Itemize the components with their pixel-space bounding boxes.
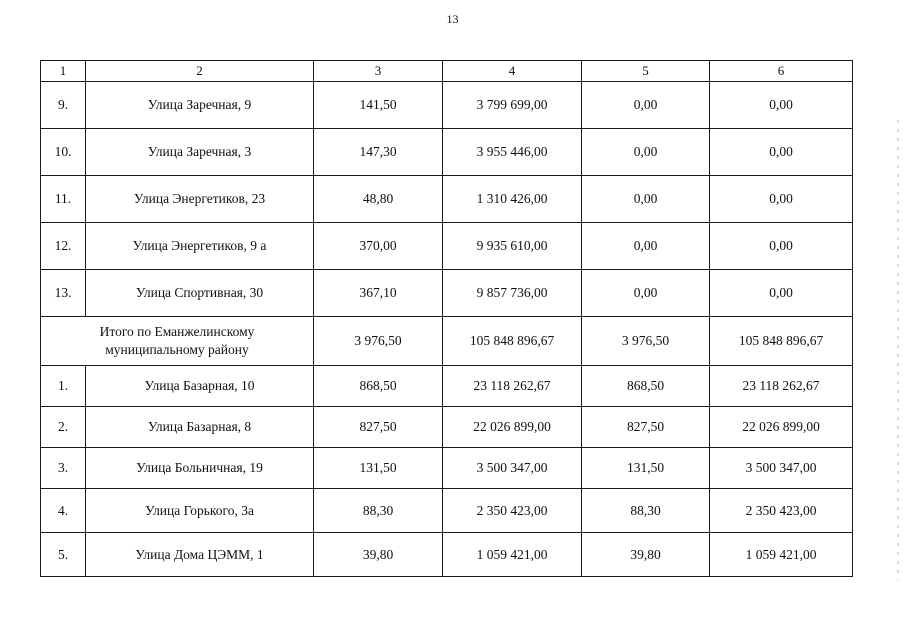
value-cell: 0,00 <box>710 176 853 223</box>
value-cell: 827,50 <box>314 407 443 448</box>
total-label-line2: муниципальному району <box>105 342 249 357</box>
table-row <box>41 407 853 448</box>
address-cell: Улица Заречная, 9 <box>86 82 314 129</box>
value-cell: 2 350 423,00 <box>710 489 853 533</box>
value-cell: 0,00 <box>582 270 710 317</box>
table-row <box>41 489 853 533</box>
value-cell: 1 059 421,00 <box>710 533 853 577</box>
row-number: 4. <box>41 489 86 533</box>
total-value-cell: 105 848 896,67 <box>710 317 853 366</box>
value-cell: 0,00 <box>710 223 853 270</box>
address-cell: Улица Базарная, 10 <box>86 366 314 407</box>
value-cell: 9 857 736,00 <box>443 270 582 317</box>
value-cell: 23 118 262,67 <box>443 366 582 407</box>
value-cell: 9 935 610,00 <box>443 223 582 270</box>
value-cell: 1 059 421,00 <box>443 533 582 577</box>
value-cell: 2 350 423,00 <box>443 489 582 533</box>
column-header: 6 <box>710 61 853 82</box>
value-cell: 88,30 <box>582 489 710 533</box>
row-number: 12. <box>41 223 86 270</box>
value-cell: 868,50 <box>582 366 710 407</box>
total-value-cell: 105 848 896,67 <box>443 317 582 366</box>
scan-margin-artifact <box>897 120 899 580</box>
address-cell: Улица Дома ЦЭММ, 1 <box>86 533 314 577</box>
address-cell: Улица Базарная, 8 <box>86 407 314 448</box>
value-cell: 0,00 <box>710 129 853 176</box>
column-header: 5 <box>582 61 710 82</box>
table-row <box>41 223 853 270</box>
value-cell: 23 118 262,67 <box>710 366 853 407</box>
row-number: 9. <box>41 82 86 129</box>
total-value-cell: 3 976,50 <box>314 317 443 366</box>
page-number: 13 <box>446 12 459 26</box>
address-cell: Улица Энергетиков, 23 <box>86 176 314 223</box>
total-label <box>41 317 314 366</box>
row-number: 1. <box>41 366 86 407</box>
value-cell: 3 500 347,00 <box>443 448 582 489</box>
value-cell: 868,50 <box>314 366 443 407</box>
housing-register-table <box>40 60 853 577</box>
value-cell: 22 026 899,00 <box>710 407 853 448</box>
table-row <box>41 533 853 577</box>
value-cell: 39,80 <box>314 533 443 577</box>
value-cell: 3 799 699,00 <box>443 82 582 129</box>
total-label-line1: Итого по Еманжелинскому <box>99 324 255 339</box>
value-cell: 88,30 <box>314 489 443 533</box>
column-header: 4 <box>443 61 582 82</box>
table-row <box>41 366 853 407</box>
total-value-cell: 3 976,50 <box>582 317 710 366</box>
address-cell: Улица Горького, 3а <box>86 489 314 533</box>
value-cell: 827,50 <box>582 407 710 448</box>
value-cell: 147,30 <box>314 129 443 176</box>
value-cell: 370,00 <box>314 223 443 270</box>
value-cell: 367,10 <box>314 270 443 317</box>
table-row <box>41 270 853 317</box>
value-cell: 131,50 <box>314 448 443 489</box>
value-cell: 39,80 <box>582 533 710 577</box>
value-cell: 131,50 <box>582 448 710 489</box>
value-cell: 1 310 426,00 <box>443 176 582 223</box>
column-header: 3 <box>314 61 443 82</box>
value-cell: 22 026 899,00 <box>443 407 582 448</box>
row-number: 5. <box>41 533 86 577</box>
value-cell: 48,80 <box>314 176 443 223</box>
address-cell: Улица Энергетиков, 9 а <box>86 223 314 270</box>
row-number: 13. <box>41 270 86 317</box>
value-cell: 0,00 <box>582 129 710 176</box>
table-row <box>41 82 853 129</box>
value-cell: 3 500 347,00 <box>710 448 853 489</box>
table-row <box>41 176 853 223</box>
value-cell: 0,00 <box>710 270 853 317</box>
value-cell: 141,50 <box>314 82 443 129</box>
total-row <box>41 317 853 366</box>
row-number: 2. <box>41 407 86 448</box>
row-number: 11. <box>41 176 86 223</box>
address-cell: Улица Больничная, 19 <box>86 448 314 489</box>
value-cell: 3 955 446,00 <box>443 129 582 176</box>
column-header: 2 <box>86 61 314 82</box>
value-cell: 0,00 <box>582 82 710 129</box>
table-row <box>41 448 853 489</box>
column-header: 1 <box>41 61 86 82</box>
row-number: 10. <box>41 129 86 176</box>
value-cell: 0,00 <box>710 82 853 129</box>
address-cell: Улица Заречная, 3 <box>86 129 314 176</box>
column-number-row <box>41 61 853 82</box>
value-cell: 0,00 <box>582 223 710 270</box>
row-number: 3. <box>41 448 86 489</box>
address-cell: Улица Спортивная, 30 <box>86 270 314 317</box>
value-cell: 0,00 <box>582 176 710 223</box>
table-row <box>41 129 853 176</box>
